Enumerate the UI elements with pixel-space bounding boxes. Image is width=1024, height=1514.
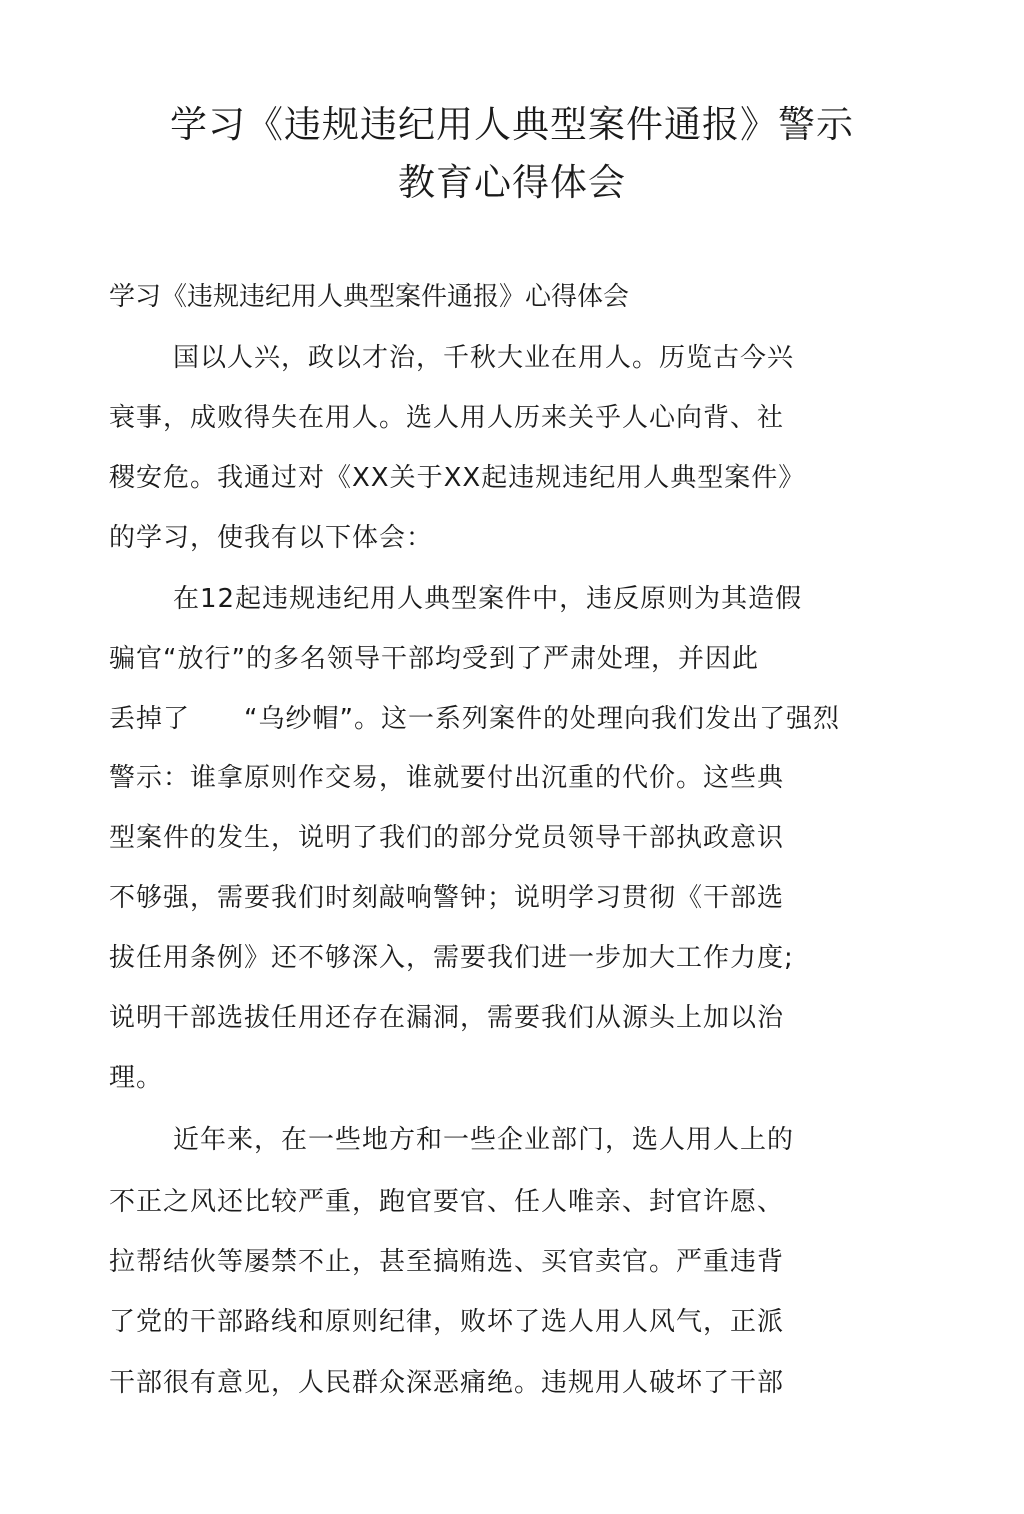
paragraph-2-line-3: 丢掉了 “乌纱帽”。这一系列案件的处理向我们发出了强烈 — [109, 704, 840, 734]
title-line-2: 教育心得体会 — [398, 161, 626, 204]
paragraph-2-line-9: 理。 — [109, 1063, 164, 1093]
paragraph-2-line-1: 在12起违规违纪用人典型案件中，违反原则为其造假 — [173, 584, 803, 614]
paragraph-3-line-1: 近年来，在一些地方和一些企业部门，选人用人上的 — [173, 1125, 795, 1155]
paragraph-2-line-4: 警示：谁拿原则作交易，谁就要付出沉重的代价。这些典 — [109, 763, 785, 793]
paragraph-1-line-1: 国以人兴，政以才治，千秋大业在用人。历览古今兴 — [173, 343, 795, 373]
paragraph-1-line-4: 的学习，使我有以下体会： — [109, 523, 434, 553]
paragraph-1-line-3: 稷安危。我通过对《XX关于XX起违规违纪用人典型案件》 — [109, 463, 806, 493]
paragraph-2-line-2: 骗官“放行”的多名领导干部均受到了严肃处理，并因此 — [109, 644, 759, 674]
paragraph-2-line-8: 说明干部选拔任用还存在漏洞，需要我们从源头上加以治 — [109, 1003, 785, 1033]
paragraph-2-line-6: 不够强，需要我们时刻敲响警钟；说明学习贯彻《干部选 — [109, 883, 785, 913]
paragraph-2-line-5: 型案件的发生，说明了我们的部分党员领导干部执政意识 — [109, 823, 785, 853]
paragraph-1-line-2: 衰事，成败得失在用人。选人用人历来关乎人心向背、社 — [109, 403, 785, 433]
document-title — [0, 96, 1024, 212]
document-subtitle: 学习《违规违纪用人典型案件通报》心得体会 — [109, 282, 630, 312]
title-line-1: 学习《违规违纪用人典型案件通报》警示 — [170, 103, 854, 146]
paragraph-3-line-5: 干部很有意见，人民群众深恶痛绝。违规用人破坏了干部 — [109, 1368, 785, 1398]
paragraph-3-line-3: 拉帮结伙等屡禁不止，甚至搞贿选、买官卖官。严重违背 — [109, 1247, 785, 1277]
paragraph-3-line-4: 了党的干部路线和原则纪律，败坏了选人用人风气，正派 — [109, 1307, 785, 1337]
paragraph-2-line-7: 拔任用条例》还不够深入，需要我们进一步加大工作力度; — [109, 943, 794, 973]
paragraph-3-line-2: 不正之风还比较严重，跑官要官、任人唯亲、封官许愿、 — [109, 1187, 785, 1217]
